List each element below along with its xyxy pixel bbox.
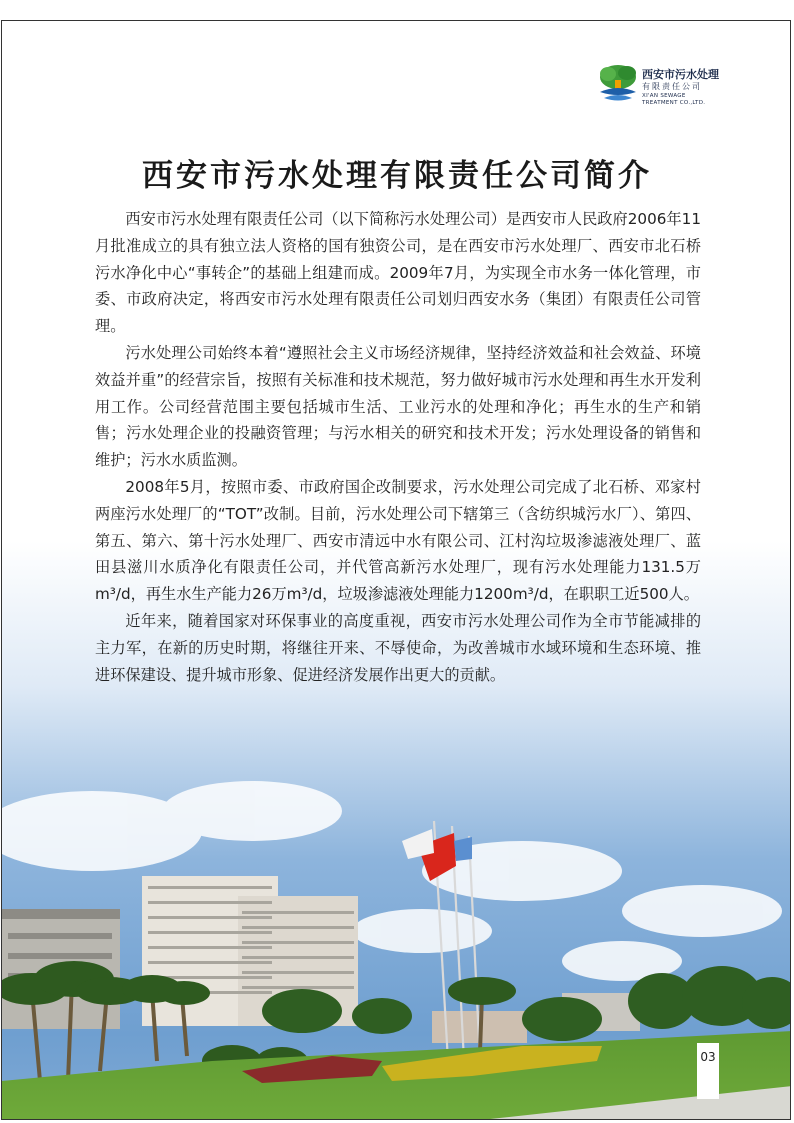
logo-name-cn-2: 有限责任公司	[642, 82, 702, 91]
company-logo	[596, 62, 726, 126]
logo-name-en-1: XI'AN SEWAGE	[642, 93, 686, 99]
logo-emblem-icon	[596, 62, 640, 106]
page-number: 03	[700, 1050, 716, 1064]
logo-name-en-2: TREATMENT CO.,LTD.	[642, 100, 706, 106]
paragraph-2: 污水处理公司始终本着“遵照社会主义市场经济规律，坚持经济效益和社会效益、环境效益并重”的经营宗旨，按照有关标准和技术规范，努力做好城市污水处理和再生水开发利用工作。公司经营范围主要包括城市生活、工业污水的处理和净化；再生水的生产和销售；污水处理企业的投融资管理；与污水相关的研究和技术开发；污水处理设备的销售和维护；污水水质监测。	[95, 343, 701, 470]
page-title: 西安市污水处理有限责任公司简介	[142, 158, 652, 194]
body-text	[95, 206, 701, 688]
paragraph-1: 西安市污水处理有限责任公司（以下简称污水处理公司）是西安市人民政府2006年11月批准成立的具有独立法人资格的国有独资公司，是在西安市污水处理厂、西安市北石桥污水净化中心“事转企”的基础上组建而成。2009年7月，为实现全市水务一体化管理，市委、市政府决定，将西安市污水处理有限责任公司划归西安水务（集团）有限责任公司管理。	[95, 210, 701, 336]
paragraph-4: 近年来，随着国家对环保事业的高度重视，西安市污水处理公司作为全市节能减排的主力军，在新的历史时期，将继往开来、不辱使命，为改善城市水域环境和生态环境、推进环保建设、提升城市形象、促进经济发展作出更大的贡献。	[95, 611, 701, 684]
logo-name-cn: 西安市污水处理	[642, 68, 719, 81]
paragraph-3: 2008年5月，按照市委、市政府国企改制要求，污水处理公司完成了北石桥、邓家村两座污水处理厂的“TOT”改制。目前，污水处理公司下辖第三（含纺织城污水厂）、第四、第五、第六、第十污水处理厂、西安市清远中水有限公司、江村沟垃圾渗滤液处理厂、蓝田县滋川水质净化有限责任公司，并代管高新污水处理厂，现有污水处理能力131.5万m³/d，再生水生产能力26万m³/d，垃圾渗滤液处理能力1200m³/d，在职职工近500人。	[95, 477, 701, 604]
flag-blue	[454, 837, 472, 861]
